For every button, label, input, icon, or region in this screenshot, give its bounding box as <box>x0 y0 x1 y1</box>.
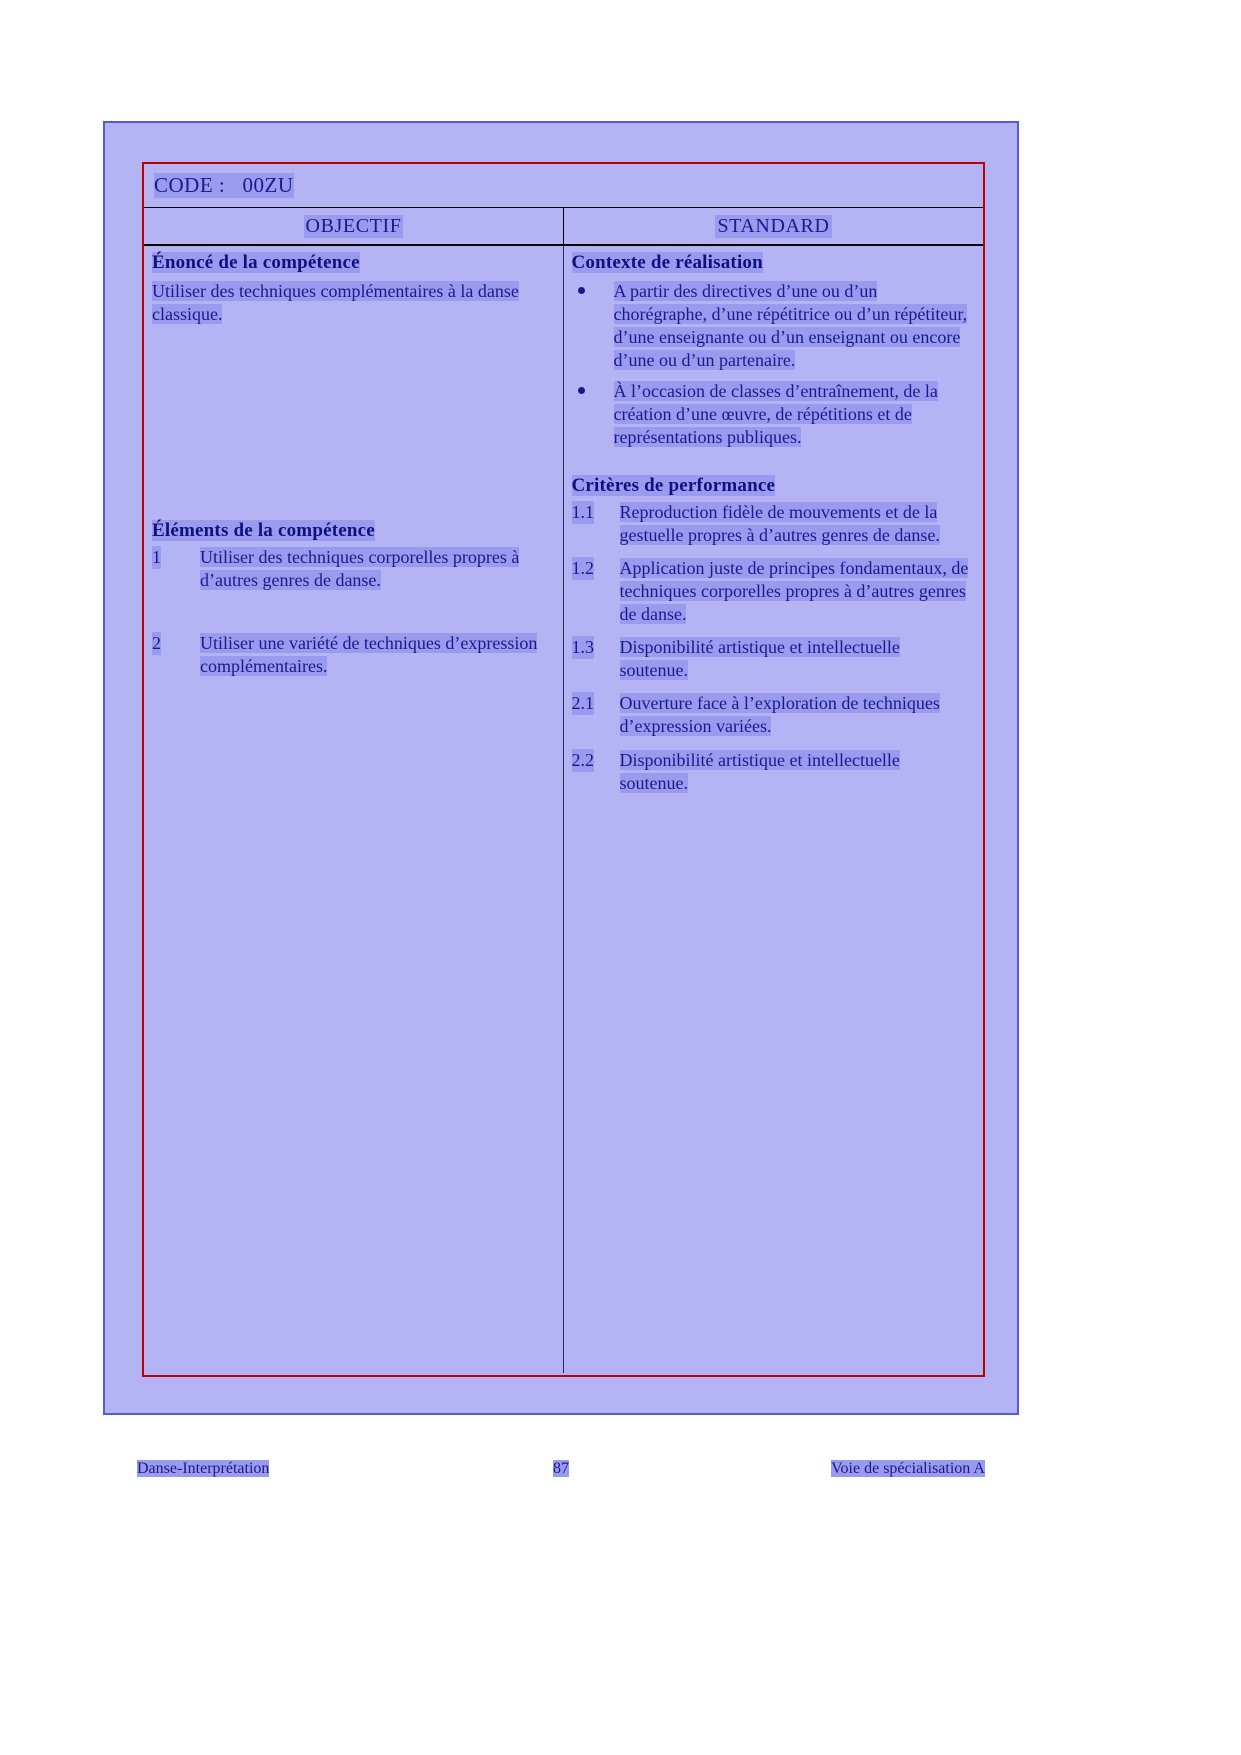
critere-number: 2.1 <box>572 692 595 715</box>
critere-number: 1.2 <box>572 557 595 580</box>
list-item <box>572 749 972 795</box>
list-item <box>572 501 972 547</box>
footer-left <box>137 1460 417 1478</box>
element-number: 2 <box>152 632 161 655</box>
element-number: 1 <box>152 546 161 569</box>
critere-text: Application juste de principes fondamentaux, de techniques corporelles propres à d’autres genres de danse. <box>619 558 969 625</box>
elements-title-label: Éléments de la compétence <box>152 520 375 542</box>
contexte-list <box>564 280 984 449</box>
list-item <box>572 692 972 738</box>
column-header-objectif <box>144 208 564 244</box>
contexte-item-text: À l’occasion de classes d’entraînement, de la création d’une œuvre, de répétitions et de représentations publiques. <box>613 381 938 448</box>
enonce-text <box>144 276 563 326</box>
column-header-objectif-label: OBJECTIF <box>305 214 402 237</box>
enonce-text-label: Utiliser des techniques complémentaires à la danse classique. <box>152 281 519 325</box>
elements-list <box>144 546 563 678</box>
element-text: Utiliser des techniques corporelles propres à d’autres genres de danse. <box>200 547 520 591</box>
footer-left-label: Danse-Interprétation <box>137 1460 270 1477</box>
standard-column <box>564 246 984 1373</box>
document-page <box>103 121 1019 1415</box>
footer-page-number-label: 87 <box>552 1460 569 1477</box>
contexte-title-label: Contexte de réalisation <box>571 252 763 273</box>
table-header-row <box>144 208 983 246</box>
table-body-row <box>144 246 983 1373</box>
list-item <box>572 557 972 626</box>
criteres-list <box>564 501 984 794</box>
column-header-standard <box>564 208 983 244</box>
critere-text: Disponibilité artistique et intellectuelle soutenue. <box>619 749 900 793</box>
code-label: CODE : <box>154 173 226 197</box>
criteres-title-label: Critères de performance <box>571 475 776 497</box>
bullet-icon <box>578 387 585 394</box>
enonce-title <box>144 246 563 276</box>
code-value: 00ZU <box>242 173 294 197</box>
bullet-icon <box>578 287 585 294</box>
list-item <box>572 280 972 372</box>
contexte-title <box>564 246 984 276</box>
footer-right <box>705 1460 985 1478</box>
critere-text: Disponibilité artistique et intellectuelle soutenue. <box>619 637 900 681</box>
enonce-title-label: Énoncé de la compétence <box>152 252 360 273</box>
critere-number: 1.1 <box>572 501 595 524</box>
critere-text: Ouverture face à l’exploration de techniques d’expression variées. <box>619 693 940 737</box>
element-text: Utiliser une variété de techniques d’expression complémentaires. <box>200 633 538 677</box>
code-row <box>144 164 983 208</box>
critere-number: 2.2 <box>572 749 595 772</box>
objectif-column <box>144 246 564 1373</box>
code-text <box>154 173 294 198</box>
list-item <box>152 546 551 592</box>
page-footer <box>137 1459 985 1479</box>
competency-table <box>142 162 985 1377</box>
list-item <box>152 632 551 678</box>
critere-text: Reproduction fidèle de mouvements et de la gestuelle propres à d’autres genres de danse. <box>619 502 940 546</box>
footer-page-number <box>417 1460 705 1478</box>
column-header-standard-label: STANDARD <box>717 214 830 237</box>
criteres-title <box>564 469 984 499</box>
list-item <box>572 636 972 682</box>
list-item <box>572 380 972 449</box>
contexte-item-text: A partir des directives d’une ou d’un chorégraphe, d’une répétitrice ou d’un répétiteur, d’une enseignante ou d’un enseignant ou encore d’une ou d’un partenaire. <box>613 281 968 371</box>
footer-right-label: Voie de spécialisation A <box>831 1460 985 1477</box>
elements-title <box>144 514 563 544</box>
critere-number: 1.3 <box>572 636 595 659</box>
